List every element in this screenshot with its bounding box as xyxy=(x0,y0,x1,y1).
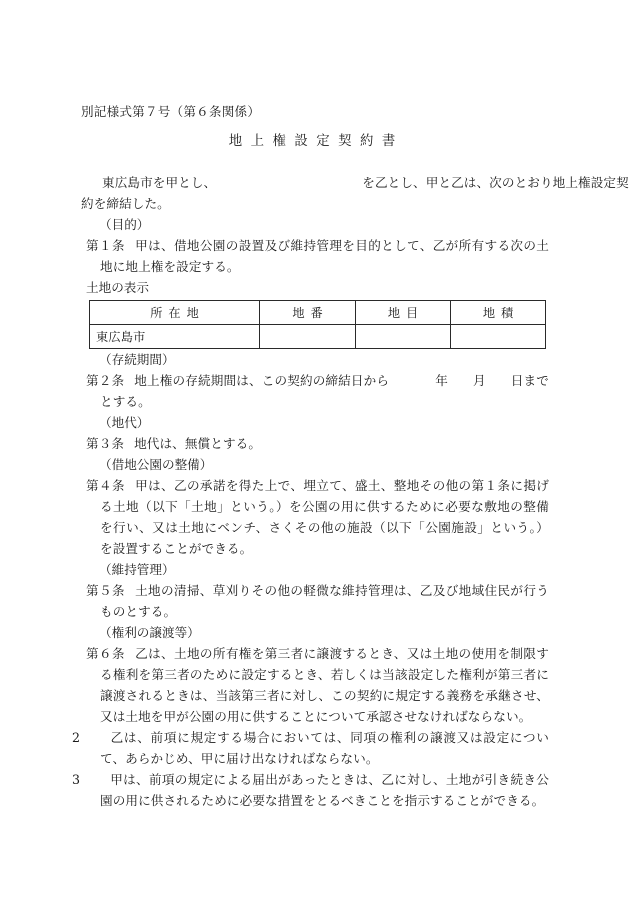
article-4 xyxy=(86,475,549,559)
land-table xyxy=(89,300,546,349)
article-5-text: 土地の清掃、草刈りその他の軽微な維持管理は、乙及び地域住民が行うものとする。 xyxy=(100,583,549,619)
article-6 xyxy=(86,643,549,727)
article-4-text: 甲は、乙の承諾を得た上で、埋立て、盛土、整地その他の第１条に掲げる土地（以下「土地」という。）を公園の用に供するために必要な敷地の整備を行い、又は土地にベンチ、さくその他の施設（以下「公園施設」という。）を設置することができる。 xyxy=(100,478,549,556)
article-2-label: 第２条 xyxy=(86,373,125,388)
article-5 xyxy=(86,580,549,622)
clause-heading-rights-transfer: （権利の譲渡等） xyxy=(99,625,200,640)
sub-paragraph-2-number: 2 xyxy=(72,730,81,745)
preamble-party-ko: 東広島市を甲とし、 xyxy=(102,175,217,190)
article-3-label: 第３条 xyxy=(86,436,125,451)
table-header-lot-number: 地番 xyxy=(260,301,356,325)
article-4-label: 第４条 xyxy=(86,478,125,493)
article-3-text: 地代は、無償とする。 xyxy=(134,436,262,451)
table-header-area: 地積 xyxy=(451,301,546,325)
table-cell-lot-number[interactable] xyxy=(260,325,356,349)
day-unit: 日までとする。 xyxy=(100,373,549,409)
article-6-text: 乙は、土地の所有権を第三者に譲渡するとき、又は土地の使用を制限する権利を第三者のために設定するとき、若しくは当該設定した権利が第三者に譲渡されるときは、当該第三者に対し、この契約に規定する義務を承継させ、又は土地を甲が公園の用に供することについて承認させなければならない。 xyxy=(100,646,549,724)
preamble-party-otsu: を乙とし、甲と乙は、次のとおり地上権設定契 xyxy=(362,175,629,190)
clause-heading-maintenance: （維持管理） xyxy=(99,562,175,577)
preamble-line-2: 約を締結した。 xyxy=(81,196,170,211)
form-number: 別記様式第７号（第６条関係） xyxy=(81,104,261,119)
sub-paragraph-3 xyxy=(72,769,549,811)
document-title: 地上権設定契約書 xyxy=(228,134,404,149)
land-table-caption: 土地の表示 xyxy=(86,280,149,295)
clause-heading-duration: （存続期間） xyxy=(99,352,175,367)
article-1-text: 甲は、借地公園の設置及び維持管理を目的として、乙が所有する次の土地に地上権を設定する。 xyxy=(100,238,549,274)
sub-paragraph-2-text: 乙は、前項に規定する場合においては、同項の権利の譲渡又は設定について、あらかじめ、甲に届け出なければならない。 xyxy=(100,730,549,766)
article-2 xyxy=(86,370,549,412)
sub-paragraph-2 xyxy=(72,727,549,769)
table-header-row xyxy=(90,301,546,325)
article-3 xyxy=(86,433,549,454)
clause-heading-purpose: （目的） xyxy=(99,217,150,232)
table-header-location: 所在地 xyxy=(90,301,260,325)
sub-paragraph-3-number: 3 xyxy=(72,772,81,787)
article-5-label: 第５条 xyxy=(86,583,125,598)
table-cell-location[interactable]: 東広島市 xyxy=(90,325,260,349)
document-body xyxy=(72,101,629,811)
clause-heading-park-development: （借地公園の整備） xyxy=(99,457,213,472)
table-header-land-category: 地目 xyxy=(356,301,451,325)
preamble-paragraph xyxy=(81,172,629,214)
table-row xyxy=(90,325,546,349)
month-unit: 月 xyxy=(472,373,486,388)
table-cell-area[interactable] xyxy=(451,325,546,349)
article-1-label: 第１条 xyxy=(86,238,125,253)
article-6-label: 第６条 xyxy=(86,646,125,661)
sub-paragraph-3-text: 甲は、前項の規定による届出があったときは、乙に対し、土地が引き続き公園の用に供されるために必要な措置をとるべきことを指示することができる。 xyxy=(100,772,549,808)
article-2-text: 地上権の存続期間は、この契約の締結日から xyxy=(134,373,390,388)
clause-heading-rent: （地代） xyxy=(99,415,150,430)
year-unit: 年 xyxy=(435,373,448,388)
table-cell-land-category[interactable] xyxy=(356,325,451,349)
article-1 xyxy=(86,235,549,277)
